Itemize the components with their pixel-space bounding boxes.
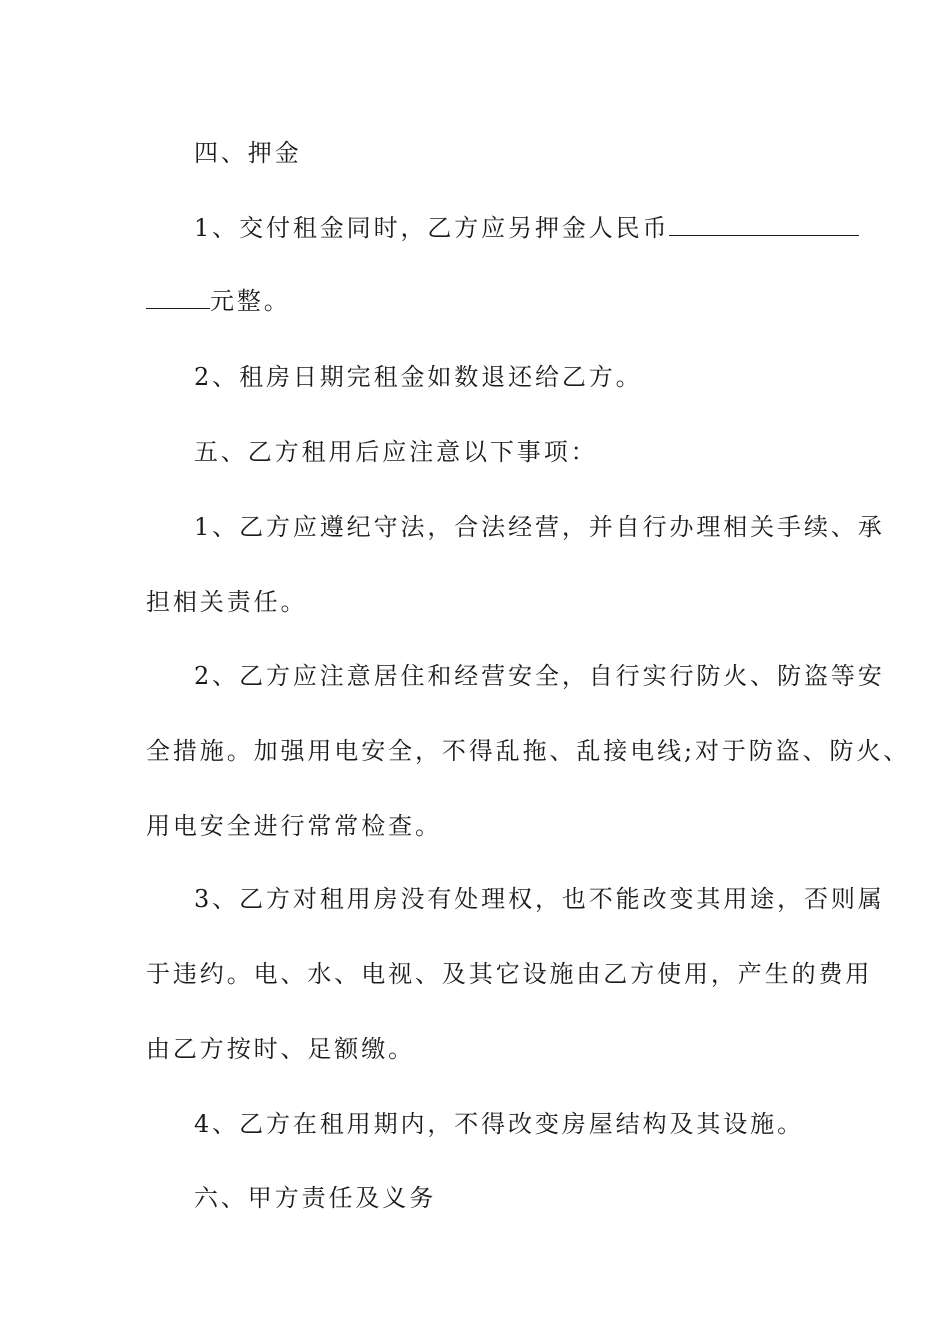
amount-blank-continued [146,286,210,309]
section-heading-deposit: 四、押金 [194,139,302,167]
paragraph-tenant-2-line-2: 全措施。加强用电安全，不得乱拖、乱接电线;对于防盗、防火、 [146,737,911,765]
amount-blank [669,213,859,236]
paragraph-deposit-2: 2、租房日期完租金如数退还给乙方。 [194,363,643,391]
paragraph-deposit-1-continued [146,286,816,316]
section-heading-landlord-duties: 六、甲方责任及义务 [194,1184,437,1212]
paragraph-tenant-3-line-2: 于违约。电、水、电视、及其它设施由乙方使用，产生的费用 [146,960,873,988]
paragraph-tenant-1-line-1: 1、乙方应遵纪守法，合法经营，并自行办理相关手续、承 [194,513,885,541]
paragraph-tenant-3-line-1: 3、乙方对租用房没有处理权，也不能改变其用途，否则属 [194,885,885,913]
paragraph-deposit-1 [194,213,864,243]
section-heading-tenant-notes: 五、乙方租用后应注意以下事项： [194,438,598,466]
paragraph-tenant-1-line-2: 担相关责任。 [146,588,308,616]
paragraph-tenant-2-line-1: 2、乙方应注意居住和经营安全，自行实行防火、防盗等安 [194,662,885,690]
paragraph-tenant-3-line-3: 由乙方按时、足额缴。 [146,1035,415,1063]
paragraph-text: 1、交付租金同时，乙方应另押金人民币 [194,214,670,242]
paragraph-tenant-2-line-3: 用电安全进行常常检查。 [146,812,442,840]
paragraph-text: 元整。 [210,287,291,315]
paragraph-tenant-4: 4、乙方在租用期内，不得改变房屋结构及其设施。 [194,1110,804,1138]
